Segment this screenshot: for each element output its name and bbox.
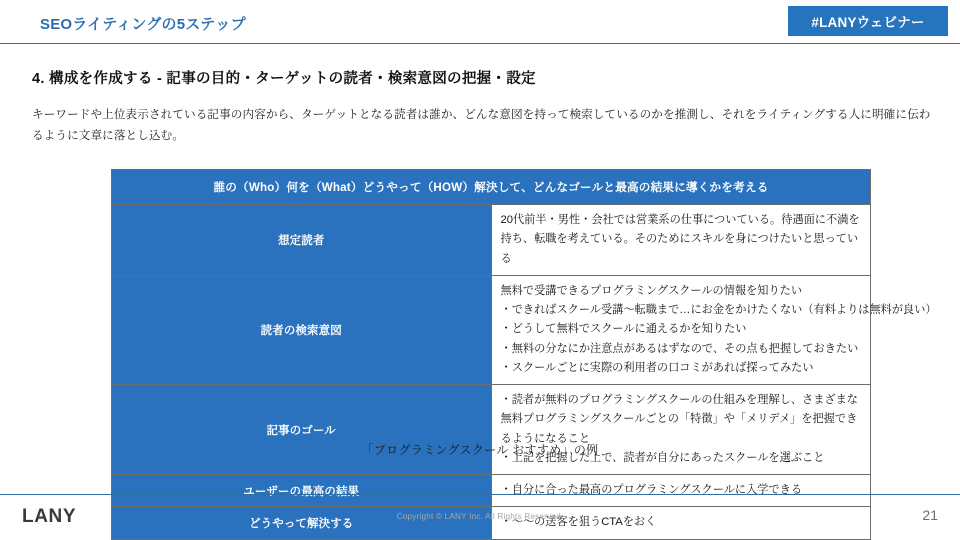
row-line: 20代前半・男性・会社では営業系の仕事についている。待遇面に不満を持ち、転職を考えている。そのためにスキルを身につけたいと思っている <box>500 214 860 265</box>
webinar-badge: #LANYウェビナー <box>788 6 948 36</box>
lead-paragraph: キーワードや上位表示されている記事の内容から、ターゲットとなる読者は誰か、どんな意図を持って検索しているのかを推測し、それをライティングする人に明確に伝わるように文章に落とし込む。 <box>32 108 931 143</box>
table-row <box>112 385 871 475</box>
row-line: ・無料の分なにか注意点があるはずなので、その点も把握しておきたい <box>500 342 859 355</box>
row-label-search-intent: 読者の検索意図 <box>112 275 492 384</box>
row-line: 無料で受講できるプログラミングスクールの情報を知りたい <box>500 284 803 297</box>
table-caption: 「プログラミングスクール おすすめ」の例 <box>361 443 599 457</box>
slide-footer <box>0 494 960 540</box>
copyright-text: Copyright © LANY Inc. All Rights Reserved. <box>396 512 564 521</box>
page-number: 21 <box>922 507 938 523</box>
row-line: ・自分に合った最高のプログラミングスクールに入学できる <box>500 484 803 497</box>
row-line: ・〜〜の送客を狙うCTAをおく <box>500 516 657 529</box>
row-line: ・できればスクール受講〜転職まで…にお金をかけたくない（有料よりは無料が良い） <box>500 304 937 317</box>
section-heading: 4. 構成を作成する - 記事の目的・ターゲットの読者・検索意図の把握・設定 <box>32 71 536 87</box>
row-label-article-goal: 記事のゴール <box>112 385 492 475</box>
row-label-best-result: ユーザーの最高の結果 <box>112 475 492 507</box>
page-title: SEOライティングの5ステップ <box>40 16 246 33</box>
row-label-target-reader: 想定読者 <box>112 205 492 276</box>
row-body-search-intent <box>491 275 937 384</box>
row-line: ・上記を把握した上で、読者が自分にあったスクールを選ぶこと <box>500 451 825 464</box>
row-body-article-goal <box>491 385 871 475</box>
row-line: ・どうして無料でスクールに通えるかを知りたい <box>500 323 747 336</box>
table-header-row <box>112 170 871 205</box>
row-line: ・読者が無料のプログラミングスクールの仕組みを理解し、さまざまな無料プログラミングスクールごとの「特徴」や「メリデメ」を把握できるようになること <box>500 394 858 445</box>
table-header-cell: 誰の（Who）何を（What）どうやって（HOW）解決して、どんなゴールと最高の結果に導くかを考える <box>112 170 871 205</box>
table-row <box>112 275 871 384</box>
row-body-target-reader <box>491 205 871 276</box>
row-label-how-to-solve: どうやって解決する <box>112 507 492 539</box>
slide-header <box>0 0 960 44</box>
table-row <box>112 205 871 276</box>
lany-logo: LANY <box>22 506 77 527</box>
row-line: ・スクールごとに実際の利用者の口コミがあれば探ってみたい <box>500 361 814 374</box>
